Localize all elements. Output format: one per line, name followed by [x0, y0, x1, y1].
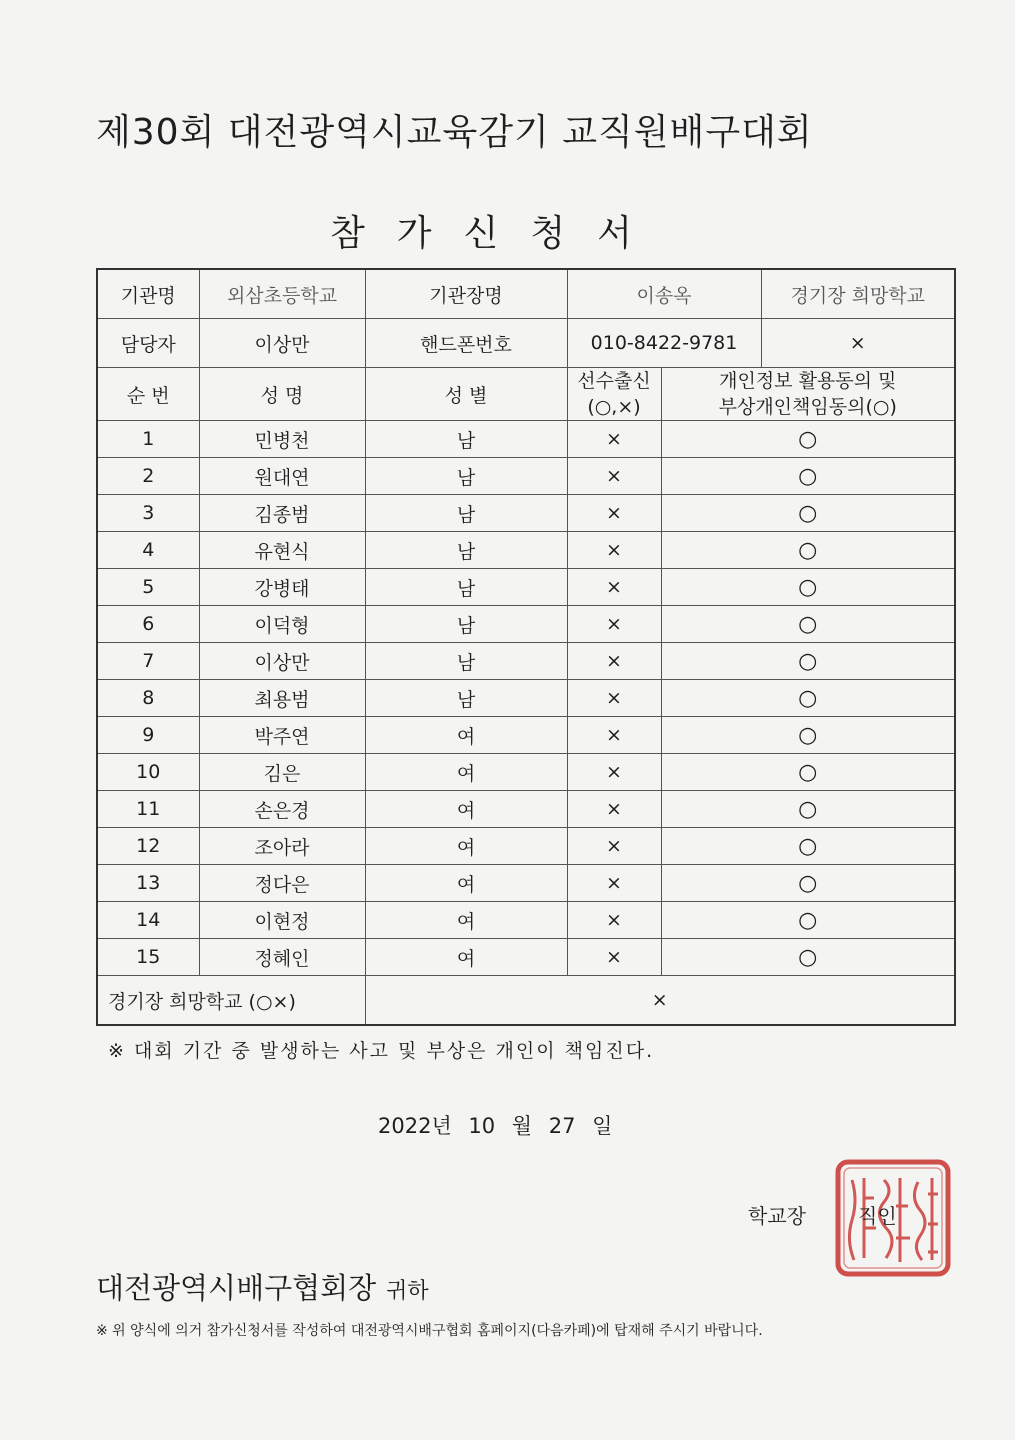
- former-player-mark: ×: [567, 421, 661, 458]
- participant-name: 유현식: [199, 532, 365, 569]
- participant-gender: 여: [365, 717, 567, 754]
- former-player-mark: ×: [567, 606, 661, 643]
- consent-mark: ○: [661, 865, 955, 902]
- participant-gender: 여: [365, 902, 567, 939]
- col-player-line2: (○,×): [587, 396, 641, 418]
- contact-row: [97, 319, 955, 368]
- consent-mark: ○: [661, 902, 955, 939]
- document-subtitle: 참가신청서: [330, 213, 664, 254]
- participant-row: [97, 865, 955, 902]
- former-player-mark: ×: [567, 865, 661, 902]
- participant-name: 원대연: [199, 458, 365, 495]
- participant-gender: 남: [365, 569, 567, 606]
- participant-row: [97, 606, 955, 643]
- row-number: 8: [97, 680, 199, 717]
- hope-school-label: 경기장 희망학교: [761, 269, 955, 319]
- participant-name: 최용범: [199, 680, 365, 717]
- participant-name: 민병천: [199, 421, 365, 458]
- col-consent-line1: 개인정보 활용동의 및: [719, 370, 897, 392]
- participant-gender: 남: [365, 606, 567, 643]
- footer-row: [97, 976, 955, 1026]
- participant-name: 손은경: [199, 791, 365, 828]
- head-label: 기관장명: [365, 269, 567, 319]
- participant-gender: 남: [365, 532, 567, 569]
- phone-value: 010-8422-9781: [567, 319, 761, 368]
- former-player-mark: ×: [567, 717, 661, 754]
- application-table: [96, 268, 956, 1026]
- participant-gender: 여: [365, 865, 567, 902]
- former-player-mark: ×: [567, 643, 661, 680]
- former-player-mark: ×: [567, 791, 661, 828]
- row-number: 13: [97, 865, 199, 902]
- row-number: 6: [97, 606, 199, 643]
- former-player-mark: ×: [567, 828, 661, 865]
- submission-date: 2022년 10 월 27 일: [378, 1114, 613, 1138]
- participant-row: [97, 717, 955, 754]
- participant-name: 김종범: [199, 495, 365, 532]
- participant-row: [97, 495, 955, 532]
- participant-gender: 남: [365, 643, 567, 680]
- col-player-line1: 선수출신: [577, 370, 651, 392]
- addressee-suffix: 귀하: [386, 1279, 429, 1304]
- former-player-mark: ×: [567, 680, 661, 717]
- row-number: 12: [97, 828, 199, 865]
- contact-value: 이상만: [199, 319, 365, 368]
- principal-label: 학교장: [748, 1204, 806, 1228]
- org-value: 외삼초등학교: [199, 269, 365, 319]
- participant-gender: 남: [365, 680, 567, 717]
- row-number: 3: [97, 495, 199, 532]
- participant-gender: 여: [365, 791, 567, 828]
- former-player-mark: ×: [567, 939, 661, 976]
- participant-gender: 남: [365, 458, 567, 495]
- row-number: 5: [97, 569, 199, 606]
- addressee-name: 대전광역시배구협회장: [96, 1271, 377, 1305]
- participant-name: 김은: [199, 754, 365, 791]
- col-consent-line2: 부상개인책임동의(○): [718, 396, 897, 418]
- participant-row: [97, 569, 955, 606]
- participant-row: [97, 532, 955, 569]
- consent-mark: ○: [661, 458, 955, 495]
- consent-mark: ○: [661, 532, 955, 569]
- hope-school-footer-value: ×: [365, 976, 955, 1026]
- col-no-header: 순 번: [97, 368, 199, 421]
- participant-row: [97, 680, 955, 717]
- consent-mark: ○: [661, 680, 955, 717]
- former-player-mark: ×: [567, 458, 661, 495]
- submission-footnote: ※ 위 양식에 의거 참가신청서를 작성하여 대전광역시배구협회 홈페이지(다음카페)에 탑재해 주시기 바랍니다.: [96, 1323, 763, 1339]
- consent-mark: ○: [661, 643, 955, 680]
- former-player-mark: ×: [567, 495, 661, 532]
- former-player-mark: ×: [567, 754, 661, 791]
- col-player-header: [567, 368, 661, 421]
- participant-row: [97, 754, 955, 791]
- consent-mark: ○: [661, 939, 955, 976]
- hope-school-footer-label: 경기장 희망학교 (○×): [97, 976, 365, 1026]
- participant-row: [97, 791, 955, 828]
- participant-name: 강병태: [199, 569, 365, 606]
- participant-name: 이상만: [199, 643, 365, 680]
- row-number: 11: [97, 791, 199, 828]
- phone-label: 핸드폰번호: [365, 319, 567, 368]
- hope-school-value: ×: [761, 319, 955, 368]
- participant-row: [97, 828, 955, 865]
- row-number: 15: [97, 939, 199, 976]
- head-value: 이송옥: [567, 269, 761, 319]
- column-header-row: [97, 368, 955, 421]
- participant-name: 정혜인: [199, 939, 365, 976]
- col-name-header: 성 명: [199, 368, 365, 421]
- consent-mark: ○: [661, 495, 955, 532]
- participant-row: [97, 939, 955, 976]
- consent-mark: ○: [661, 754, 955, 791]
- participant-gender: 여: [365, 939, 567, 976]
- former-player-mark: ×: [567, 569, 661, 606]
- consent-mark: ○: [661, 606, 955, 643]
- participant-row: [97, 421, 955, 458]
- participant-gender: 여: [365, 754, 567, 791]
- consent-mark: ○: [661, 791, 955, 828]
- former-player-mark: ×: [567, 532, 661, 569]
- row-number: 9: [97, 717, 199, 754]
- consent-mark: ○: [661, 717, 955, 754]
- document-title: 제30회 대전광역시교육감기 교직원배구대회: [96, 112, 813, 153]
- row-number: 10: [97, 754, 199, 791]
- seal-label: 직인: [858, 1204, 897, 1228]
- col-consent-header: [661, 368, 955, 421]
- consent-mark: ○: [661, 828, 955, 865]
- row-number: 2: [97, 458, 199, 495]
- row-number: 1: [97, 421, 199, 458]
- participant-row: [97, 902, 955, 939]
- participant-name: 이덕형: [199, 606, 365, 643]
- participant-name: 조아라: [199, 828, 365, 865]
- former-player-mark: ×: [567, 902, 661, 939]
- liability-note: ※ 대회 기간 중 발생하는 사고 및 부상은 개인이 책임진다.: [108, 1040, 655, 1062]
- participant-gender: 남: [365, 421, 567, 458]
- col-gender-header: 성 별: [365, 368, 567, 421]
- participant-name: 정다은: [199, 865, 365, 902]
- participant-row: [97, 458, 955, 495]
- addressee: [96, 1266, 429, 1307]
- row-number: 14: [97, 902, 199, 939]
- participant-gender: 남: [365, 495, 567, 532]
- org-label: 기관명: [97, 269, 199, 319]
- participant-name: 박주연: [199, 717, 365, 754]
- participant-row: [97, 643, 955, 680]
- org-row: [97, 269, 955, 319]
- contact-label: 담당자: [97, 319, 199, 368]
- consent-mark: ○: [661, 569, 955, 606]
- participant-gender: 여: [365, 828, 567, 865]
- participant-name: 이현정: [199, 902, 365, 939]
- consent-mark: ○: [661, 421, 955, 458]
- row-number: 7: [97, 643, 199, 680]
- row-number: 4: [97, 532, 199, 569]
